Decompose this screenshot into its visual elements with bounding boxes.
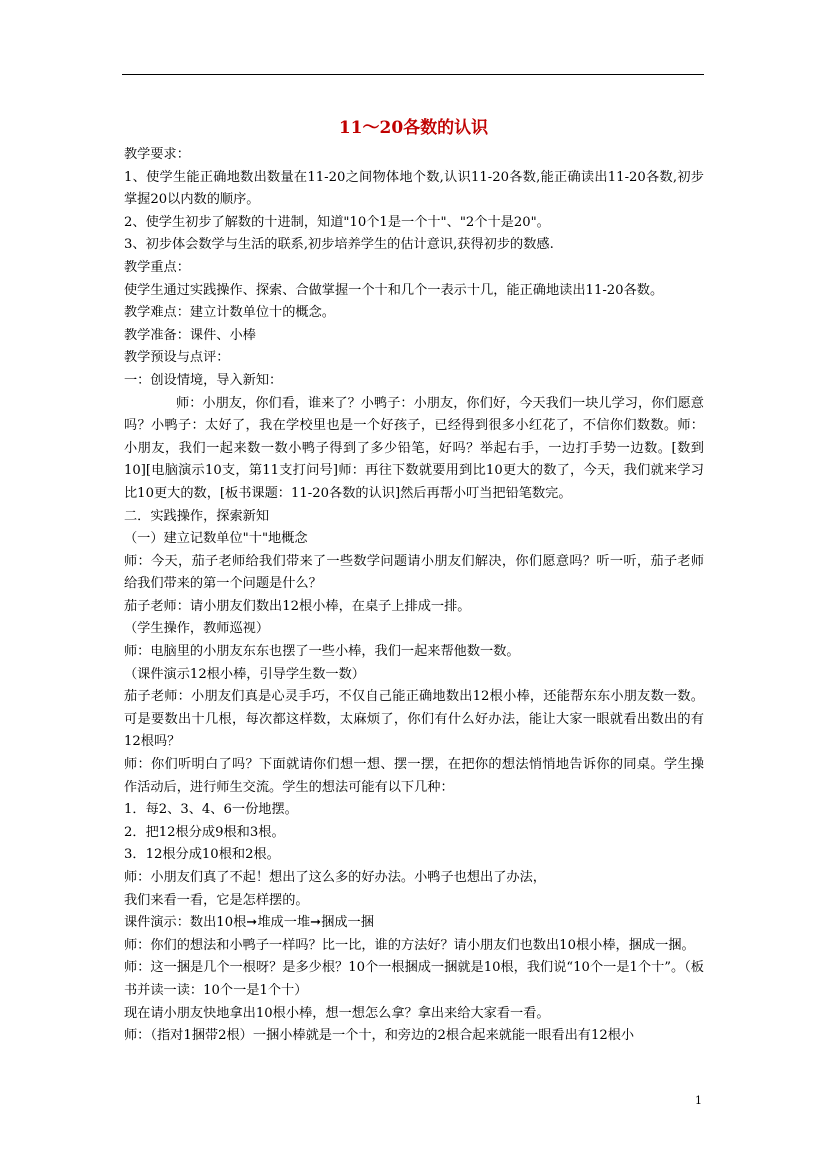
body-paragraph: 师：小朋友们真了不起！想出了这么多的好办法。小鸭子也想出了办法， <box>124 870 546 885</box>
body-paragraph: 师：今天，茄子老师给我们带来了一些数学问题请小朋友们解决，你们愿意吗？听一听，茄子老师给我们带来的第一个问题是什么？ <box>124 553 704 592</box>
body-paragraph: 教学预设与点评： <box>124 350 230 366</box>
body-paragraph: 3．12根分成10根和2根。 <box>124 847 280 863</box>
body-paragraph: 一：创设情境，导入新知： <box>124 372 283 388</box>
body-paragraph: 2．把12根分成9根和3根。 <box>124 824 285 840</box>
body-paragraph: 教学重点： <box>124 259 190 275</box>
body-paragraph: 师：（指对1捆带2根）一捆小棒就是一个十，和旁边的2根合起来就能一眼看出有12根小 <box>124 1028 635 1044</box>
body-paragraph: 师：你们的想法和小鸭子一样吗？比一比，谁的方法好？请小朋友们也数出10根小棒，捆成一捆。 <box>124 937 695 953</box>
body-paragraph: 教学要求： <box>124 147 190 162</box>
body-paragraph: 课件演示：数出10根➞堆成一堆➞捆成一捆 <box>124 915 374 931</box>
body-paragraph: （一）建立记数单位"十"地概念 <box>124 531 308 547</box>
body-paragraph: 1．每2、3、4、6一份地摆。 <box>124 802 298 818</box>
body-paragraph: 我们来看一看，它是怎样摆的。 <box>124 892 309 908</box>
page-number: 1 <box>695 1094 702 1107</box>
body-paragraph: 茄子老师：小朋友们真是心灵手巧，不仅自己能正确地数出12根小棒，还能帮东东小朋友数一数。可是要数出十几根，每次都这样数，太麻烦了，你们有什么好办法，能让大家一眼就看出数出的有12根吗？ <box>124 689 704 750</box>
body-paragraph: 3、初步体会数学与生活的联系,初步培养学生的估计意识,获得初步的数感. <box>124 237 554 253</box>
body-paragraph: 茄子老师：请小朋友们数出12根小棒，在桌子上排成一排。 <box>124 598 471 614</box>
body-paragraph: 师：小朋友，你们看，谁来了？小鸭子：小朋友，你们好，今天我们一块儿学习，你们愿意吗？小鸭子：太好了，我在学校里也是一个好孩子，已经得到很多小红花了，不信你们数数。师：小朋友，我们一起来数一数小鸭子得到了多少铅笔，好吗？举起右手，一边打手势一边数。[数到10][电脑演示10支，第11支打问号]师：再往下数就要用到比10更大的数了，今天，我们就来学习比10更大的数，[板书课题：11-20各数的认识]然后再帮小叮当把铅笔数完。 <box>124 395 704 501</box>
document-title: 11～20各数的认识 <box>338 118 489 138</box>
body-paragraph: 使学生通过实践操作、探索、合做掌握一个十和几个一表示十几，能正确地读出11-20各数。 <box>124 282 664 298</box>
body-paragraph: 二．实践操作，探索新知 <box>124 508 270 524</box>
document-body <box>124 144 704 1048</box>
body-paragraph: 2、使学生初步了解数的十进制，知道"10个1是一个十"、"2个十是20"。 <box>124 214 550 230</box>
header-rule <box>122 74 704 75</box>
body-paragraph: 教学准备：课件、小棒 <box>124 327 256 343</box>
body-paragraph: 师：你们听明白了吗？下面就请你们想一想、摆一摆，在把你的想法悄悄地告诉你的同桌。学生操作活动后，进行师生交流。学生的想法可能有以下几种： <box>124 757 704 795</box>
body-paragraph: 教学难点：建立计数单位十的概念。 <box>124 305 335 321</box>
body-paragraph: 1、使学生能正确地数出数量在11-20之间物体地个数,认识11-20各数,能正确读出11-20各数,初步掌握20以内数的顺序。 <box>124 169 704 208</box>
body-paragraph: 现在请小朋友快地拿出10根小棒，想一想怎么拿？拿出来给大家看一看。 <box>124 1005 550 1021</box>
body-paragraph: 师：这一捆是几个一根呀？是多少根？10个一根捆成一捆就是10根，我们说“10个一是1个十”。（板书并读一读：10个一是1个十） <box>124 960 704 998</box>
body-paragraph: 师：电脑里的小朋友东东也摆了一些小棒，我们一起来帮他数一数。 <box>124 644 520 660</box>
body-paragraph: （课件演示12根小棒，引导学生数一数） <box>124 666 365 682</box>
body-paragraph: （学生操作，教师巡视） <box>124 621 270 637</box>
